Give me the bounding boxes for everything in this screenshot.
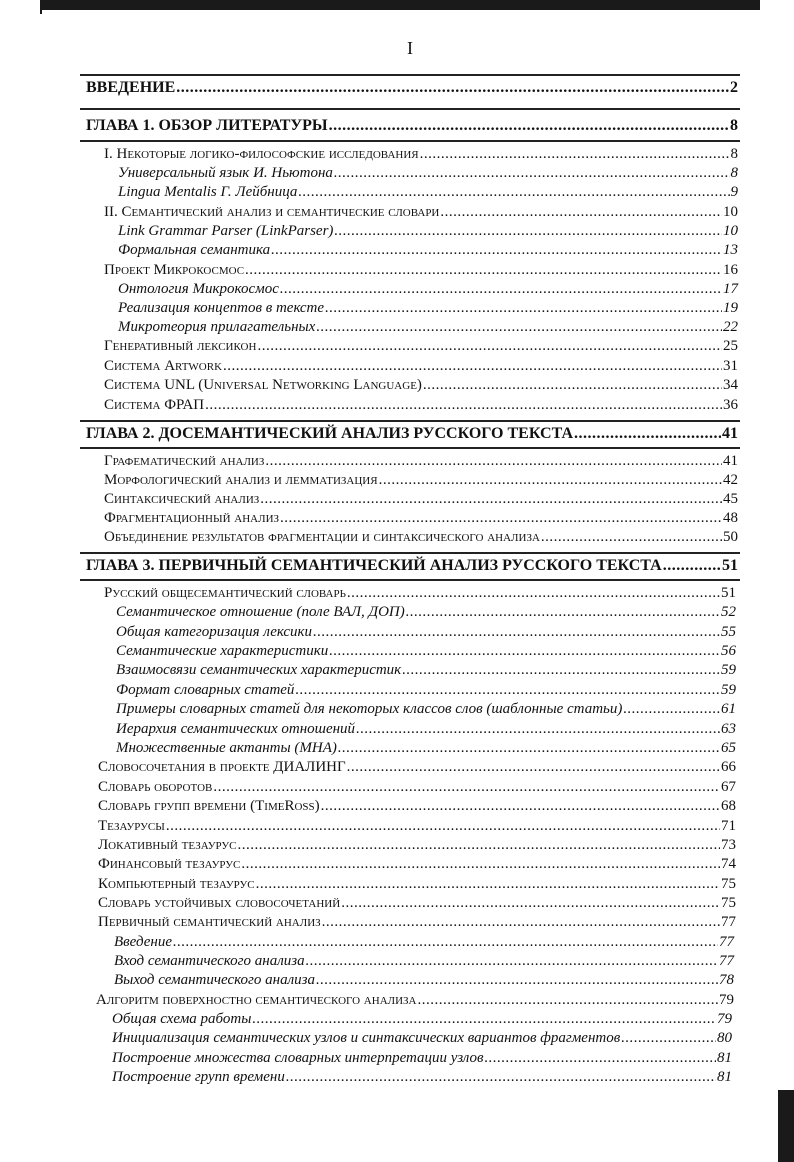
separator-line [80, 579, 740, 581]
toc-entry[interactable]: Словарь групп времени (TimeRoss) ..... 68 [98, 798, 736, 815]
toc-subentry[interactable]: Реализация концептов в тексте ..... 19 [118, 300, 738, 317]
toc-subentry[interactable]: Микротеория прилагательных ..... 22 [118, 319, 738, 336]
scan-edge-right [770, 0, 794, 1162]
toc-entry[interactable]: Система ФРАП ..... 36 [104, 397, 738, 414]
toc-entry-intro[interactable]: ВВЕДЕНИЕ ..... 2 [86, 79, 738, 97]
toc-entry[interactable]: Финансовый тезаурус ..... 74 [98, 856, 736, 873]
toc-entry[interactable]: Проект Микрокосмос ..... 16 [104, 262, 738, 279]
toc-entry[interactable]: Словарь оборотов ..... 67 [98, 779, 736, 796]
toc-subentry[interactable]: Построение групп времени ..... 81 [112, 1069, 732, 1086]
toc-entry[interactable]: Фрагментационный анализ ..... 48 [104, 510, 738, 527]
toc-entry[interactable]: Графематический анализ ..... 41 [104, 453, 738, 470]
separator-line [80, 552, 740, 554]
toc-entry[interactable]: Морфологический анализ и лемматизация ..... 42 [104, 472, 738, 489]
toc-entry[interactable]: Русский общесемантический словарь ..... 51 [104, 585, 736, 602]
toc-subentry[interactable]: Инициализация семантических узлов и синтаксических вариантов фрагментов ..... 80 [112, 1030, 732, 1047]
toc-subentry[interactable]: Иерархия семантических отношений ..... 63 [116, 721, 736, 738]
toc-subentry[interactable]: Общая категоризация лексики ..... 55 [116, 624, 736, 641]
toc-subentry[interactable]: Lingua Mentalis Г. Лейбница ..... 9 [118, 184, 738, 201]
toc-entry[interactable]: Тезаурусы ..... 71 [98, 818, 736, 835]
toc-subentry[interactable]: Семантическое отношение (поле ВАЛ, ДОП) ..... 52 [116, 604, 736, 621]
toc-subentry[interactable]: Вход семантического анализа ..... 77 [114, 953, 734, 970]
toc-entry[interactable]: Система Artwork ..... 31 [104, 358, 738, 375]
toc-entry[interactable]: Локативный тезаурус ..... 73 [98, 837, 736, 854]
toc-subentry[interactable]: Универсальный язык И. Ньютона ..... 8 [118, 165, 738, 182]
toc-subentry[interactable]: Онтология Микрокосмос ..... 17 [118, 281, 738, 298]
toc-entry[interactable]: Первичный семантический анализ ..... 77 [98, 914, 736, 931]
toc-subentry[interactable]: Link Grammar Parser (LinkParser) ..... 10 [118, 223, 738, 240]
toc-entry[interactable]: Система UNL (Universal Networking Language) ..... 34 [104, 377, 738, 394]
separator-line [80, 140, 740, 142]
scan-edge-top [0, 0, 794, 14]
toc-entry[interactable]: II. Семантический анализ и семантические словари ..... 10 [104, 204, 738, 221]
toc-subentry[interactable]: Формат словарных статей ..... 59 [116, 682, 736, 699]
toc-subentry[interactable]: Множественные актанты (МНА) ..... 65 [116, 740, 736, 757]
toc-subentry[interactable]: Семантические характеристики ..... 56 [116, 643, 736, 660]
toc-subentry[interactable]: Примеры словарных статей для некоторых классов слов (шаблонные статьи) ..... 61 [116, 701, 736, 718]
toc-subentry[interactable]: Введение ..... 77 [114, 934, 734, 951]
toc-entry[interactable]: Словосочетания в проекте ДИАЛИНГ ..... 66 [98, 759, 736, 776]
page-number: I [407, 38, 413, 58]
toc-subentry[interactable]: Общая схема работы ..... 79 [112, 1011, 732, 1028]
toc-entry[interactable]: Генеративный лексикон ..... 25 [104, 338, 738, 355]
toc-subentry[interactable]: Формальная семантика ..... 13 [118, 242, 738, 259]
toc-entry[interactable]: Компьютерный тезаурус ..... 75 [98, 876, 736, 893]
separator-line [80, 108, 740, 110]
toc-chapter-1[interactable]: ГЛАВА 1. ОБЗОР ЛИТЕРАТУРЫ ..... 8 [86, 117, 738, 135]
toc-entry[interactable]: Объединение результатов фрагментации и синтаксического анализа ..... 50 [104, 529, 738, 546]
toc-entry[interactable]: Синтаксический анализ ..... 45 [104, 491, 738, 508]
separator-line [80, 447, 740, 449]
separator-line [80, 420, 740, 422]
toc-chapter-3[interactable]: ГЛАВА 3. ПЕРВИЧНЫЙ СЕМАНТИЧЕСКИЙ АНАЛИЗ РУССКОГО ТЕКСТА ..... 51 [86, 557, 738, 575]
toc-entry[interactable]: I. Некоторые логико-философские исследования ..... 8 [104, 146, 738, 163]
toc-subentry[interactable]: Взаимосвязи семантических характеристик ..... 59 [116, 662, 736, 679]
toc-entry[interactable]: Алгоритм поверхностно семантического анализа ..... 79 [96, 992, 734, 1009]
separator-line [80, 74, 740, 76]
toc-entry[interactable]: Словарь устойчивых словосочетаний ..... 75 [98, 895, 736, 912]
toc-chapter-2[interactable]: ГЛАВА 2. ДОСЕМАНТИЧЕСКИЙ АНАЛИЗ РУССКОГО ТЕКСТА ..... 41 [86, 425, 738, 443]
toc-subentry[interactable]: Выход семантического анализа ..... 78 [114, 972, 734, 989]
toc-subentry[interactable]: Построение множества словарных интерпретации узлов ..... 81 [112, 1050, 732, 1067]
